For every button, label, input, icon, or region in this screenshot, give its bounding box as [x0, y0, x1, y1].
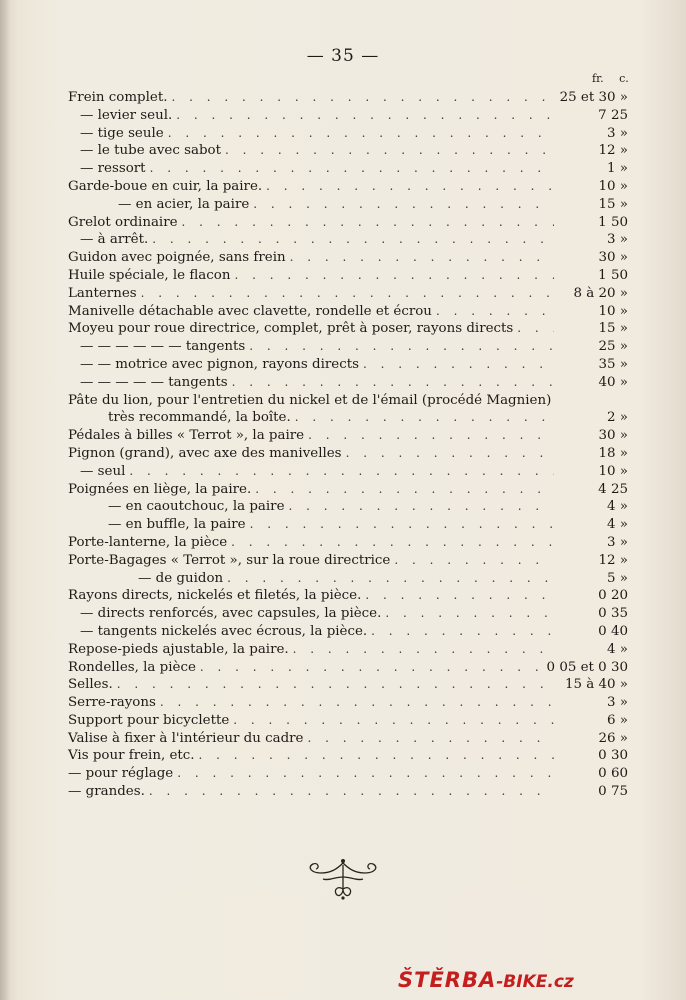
leader-dots	[160, 694, 554, 712]
price-row	[68, 694, 628, 712]
price-row	[68, 107, 628, 125]
item-price: 30 »	[598, 428, 628, 444]
item-label: — tige seule	[80, 125, 164, 141]
price-row	[68, 267, 628, 285]
leader-dots	[371, 623, 554, 641]
item-price: 25 et 30 »	[559, 90, 628, 105]
price-row	[68, 587, 628, 605]
price-row	[68, 249, 628, 267]
price-row	[68, 552, 628, 570]
price-row	[68, 783, 628, 801]
price-row	[68, 445, 628, 463]
item-price: 12 »	[598, 143, 628, 159]
item-label: — ressort	[80, 161, 146, 177]
item-price: 3 »	[607, 695, 628, 711]
price-row	[68, 160, 628, 178]
item-label: — pour réglage	[68, 766, 174, 782]
price-row	[68, 481, 628, 499]
item-price: 5 »	[607, 570, 628, 586]
item-price: 0 75	[598, 784, 628, 800]
item-label: Manivelle détachable avec clavette, rondelle et écrou	[68, 303, 432, 319]
item-price: 25 »	[598, 339, 628, 355]
watermark-suffix: -BIKE.cz	[496, 972, 574, 992]
leader-dots	[129, 463, 554, 481]
leader-dots	[227, 570, 554, 588]
price-row	[68, 374, 628, 392]
item-label: Garde-boue en cuir, la paire.	[68, 178, 263, 194]
price-row	[68, 427, 628, 445]
item-price: 0 60	[598, 766, 628, 782]
item-label: Guidon avec poignée, sans frein	[68, 250, 286, 266]
leader-dots	[231, 534, 554, 552]
item-label: — tangents nickelés avec écrous, la pièce.	[80, 623, 368, 639]
item-price: 1 50	[598, 214, 628, 230]
leader-dots	[199, 747, 554, 765]
price-row	[68, 623, 628, 641]
item-price: 30 »	[598, 250, 628, 266]
item-label: — grandes.	[68, 784, 145, 800]
item-label: Rondelles, la pièce	[68, 659, 196, 675]
price-row	[68, 142, 628, 160]
leader-dots	[233, 712, 554, 730]
watermark-main: ŠTĚRBA	[398, 968, 497, 992]
price-row	[68, 356, 628, 374]
price-row	[68, 463, 628, 481]
leader-dots	[517, 320, 554, 338]
price-row	[68, 214, 628, 232]
item-label: — le tube avec sabot	[80, 143, 221, 159]
item-label: Repose-pieds ajustable, la paire.	[68, 641, 289, 657]
item-label: Frein complet.	[68, 90, 168, 105]
leader-dots	[308, 730, 555, 748]
leader-dots	[346, 445, 554, 463]
leader-dots	[117, 676, 554, 694]
item-price: 1 50	[598, 267, 628, 283]
price-row	[68, 498, 628, 516]
fleuron-ornament-icon	[293, 855, 393, 901]
item-price: 0 20	[598, 588, 628, 604]
item-price: 18 »	[598, 445, 628, 461]
item-label: — directs renforcés, avec capsules, la pièce.	[80, 606, 382, 622]
item-price	[555, 392, 629, 410]
item-label: Serre-rayons	[68, 695, 156, 711]
leader-dots	[176, 107, 554, 125]
price-row	[68, 196, 628, 214]
item-label: — — motrice avec pignon, rayons directs	[80, 356, 359, 372]
leader-dots	[255, 481, 554, 499]
leader-dots	[168, 125, 554, 143]
price-row	[68, 409, 628, 427]
item-price: 15 »	[598, 321, 628, 337]
item-price: 7 25	[598, 107, 628, 123]
item-label: Huile spéciale, le flacon	[68, 267, 231, 283]
item-label: — levier seul.	[80, 107, 173, 123]
leader-dots	[152, 231, 554, 249]
price-row	[68, 730, 628, 748]
item-price: 15 »	[598, 196, 628, 212]
item-label: — seul	[80, 463, 126, 479]
price-row	[68, 676, 628, 694]
leader-dots	[200, 659, 543, 677]
leader-dots	[150, 160, 554, 178]
price-row	[68, 641, 628, 659]
price-row	[68, 303, 628, 321]
item-price: 3 »	[607, 125, 628, 141]
item-label: Rayons directs, nickelés et filetés, la pièce.	[68, 588, 362, 604]
item-label: Poignées en liège, la paire.	[68, 481, 252, 497]
item-price: 0 40	[598, 623, 628, 639]
item-label: — à arrêt.	[80, 232, 149, 248]
item-price: 6 »	[607, 712, 628, 728]
price-row	[68, 392, 628, 410]
item-label: Pâte du lion, pour l'entretien du nickel et de l'émail (procédé Magnien)	[68, 392, 552, 408]
price-row	[68, 605, 628, 623]
item-price: 3 »	[607, 232, 628, 248]
leader-dots	[365, 587, 554, 605]
item-price: 10 »	[598, 178, 628, 194]
item-label: Pédales à billes « Terrot », la paire	[68, 428, 305, 444]
leader-dots	[225, 142, 554, 160]
item-label: Support pour bicyclette	[68, 712, 230, 728]
item-label: très recommandé, la boîte.	[108, 410, 291, 426]
price-row	[68, 659, 628, 677]
item-label: Vis pour frein, etc.	[68, 748, 195, 764]
item-price: 0 30	[598, 748, 628, 764]
item-price: 8 à 20 »	[573, 285, 628, 301]
unit-header: fr. c.	[592, 72, 629, 85]
leader-dots	[249, 338, 554, 356]
item-label: Selles.	[68, 677, 113, 693]
item-price: 4 »	[607, 499, 628, 515]
item-price: 3 »	[607, 534, 628, 550]
leader-dots	[289, 498, 554, 516]
price-row	[68, 89, 628, 107]
site-watermark	[398, 968, 574, 992]
leader-dots	[232, 374, 554, 392]
leader-dots	[141, 285, 554, 303]
item-label: Pignon (grand), avec axe des manivelles	[68, 445, 342, 461]
item-price: 26 »	[598, 730, 628, 746]
leader-dots	[171, 89, 554, 107]
item-price: 2 »	[607, 410, 628, 426]
leader-dots	[394, 552, 554, 570]
leader-dots	[234, 267, 554, 285]
item-label: Lanternes	[68, 285, 137, 301]
price-row	[68, 570, 628, 588]
item-label: — en acier, la paire	[118, 196, 250, 212]
item-label: Porte-lanterne, la pièce	[68, 534, 228, 550]
price-row	[68, 231, 628, 249]
leader-dots	[295, 409, 554, 427]
item-label: — en buffle, la paire	[108, 517, 246, 533]
price-list	[68, 89, 628, 801]
item-price: 4 25	[598, 481, 628, 497]
price-row	[68, 516, 628, 534]
price-row	[68, 285, 628, 303]
page-number: — 35 —	[306, 46, 380, 66]
item-label: Valise à fixer à l'intérieur du cadre	[68, 730, 304, 746]
item-label: — de guidon	[138, 570, 224, 586]
item-label: Grelot ordinaire	[68, 214, 178, 230]
leader-dots	[293, 641, 554, 659]
item-label: — en caoutchouc, la paire	[108, 499, 285, 515]
item-price: 4 »	[607, 641, 628, 657]
item-label: Moyeu pour roue directrice, complet, prêt à poser, rayons directs	[68, 321, 514, 337]
leader-dots	[266, 178, 554, 196]
item-price: 1 »	[607, 161, 628, 177]
price-row	[68, 534, 628, 552]
item-price: 0 35	[598, 606, 628, 622]
leader-dots	[290, 249, 554, 267]
item-price: 4 »	[607, 517, 628, 533]
leader-dots	[253, 196, 554, 214]
price-row	[68, 320, 628, 338]
item-label: — — — — — — tangents	[80, 339, 246, 355]
leader-dots	[250, 516, 554, 534]
item-price: 12 »	[598, 552, 628, 568]
item-price: 40 »	[598, 374, 628, 390]
leader-dots	[363, 356, 554, 374]
item-price: 35 »	[598, 356, 628, 372]
price-row	[68, 178, 628, 196]
leader-dots	[149, 783, 554, 801]
leader-dots	[177, 765, 554, 783]
item-label: Porte-Bagages « Terrot », sur la roue directrice	[68, 552, 391, 568]
item-price: 15 à 40 »	[564, 677, 628, 693]
item-price: 10 »	[598, 303, 628, 319]
price-row	[68, 712, 628, 730]
leader-dots	[308, 427, 554, 445]
price-row	[68, 125, 628, 143]
item-label: — — — — — tangents	[80, 374, 228, 390]
page-fold-shadow	[0, 0, 10, 1000]
leader-dots	[182, 214, 554, 232]
price-row	[68, 765, 628, 783]
item-price: 10 »	[598, 463, 628, 479]
price-row	[68, 747, 628, 765]
item-price: 0 05 et 0 30	[546, 659, 628, 675]
price-row	[68, 338, 628, 356]
leader-dots	[436, 303, 554, 321]
leader-dots	[385, 605, 554, 623]
